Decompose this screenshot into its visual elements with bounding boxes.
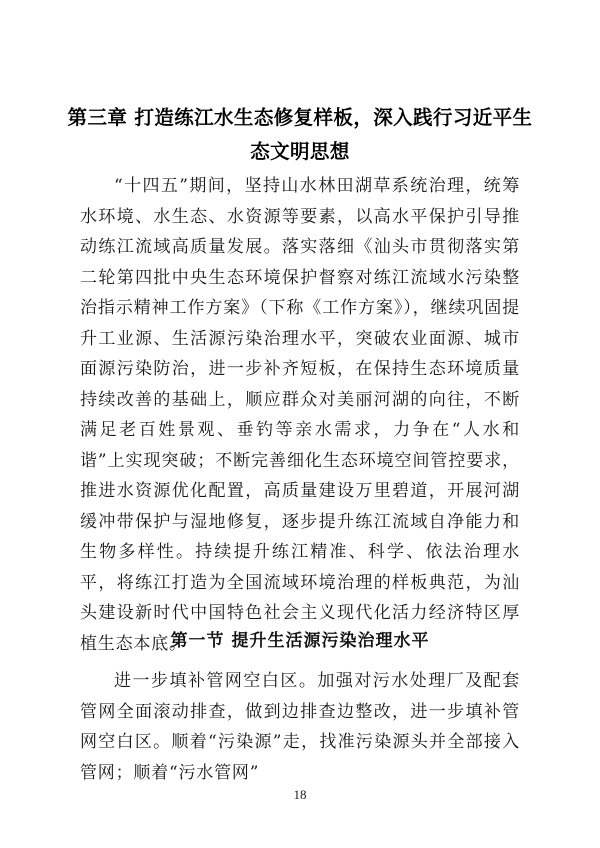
- body-paragraph-1: “十四五”期间，坚持山水林田湖草系统治理，统筹水环境、水生态、水资源等要素，以高水平保护引导推动练江流域高质量发展。落实落细《汕头市贯彻落实第二轮第四批中央生态环境保护督察对练江流域水污染整治指示精神工作方案》（下称《工作方案》），继续巩固提升工业源、生活源污染治理水平，突破农业面源、城市面源污染防治，进一步补齐短板，在保持生态环境质量持续改善的基础上，顺应群众对美丽河湖的向往，不断满足老百姓景观、垂钓等亲水需求，力争在“人水和谐”上实现突破；不断完善细化生态环境空间管控要求，推进水资源优化配置，高质量建设万里碧道，开展河湖缓冲带保护与湿地修复，逐步提升练江流域自净能力和生物多样性。持续提升练江精准、科学、依法治理水平，将练江打造为全国流域环境治理的样板典范，为汕头建设新时代中国特色社会主义现代化活力经济特区厚植生态本底。: [80, 176, 520, 654]
- page-number: 18: [293, 787, 307, 802]
- body-paragraph-2: 进一步填补管网空白区。加强对污水处理厂及配套管网全面滚动排查，做到边排查边整改，进一步填补管网空白区。顺着“污染源”走，找准污染源头并全部接入管网；顺着“污水管网”: [80, 671, 520, 783]
- chapter-title: 第三章 打造练江水生态修复样板，深入践行习近平生态文明思想: [67, 106, 533, 163]
- section-title: 第一节 提升生活源污染治理水平: [170, 631, 430, 651]
